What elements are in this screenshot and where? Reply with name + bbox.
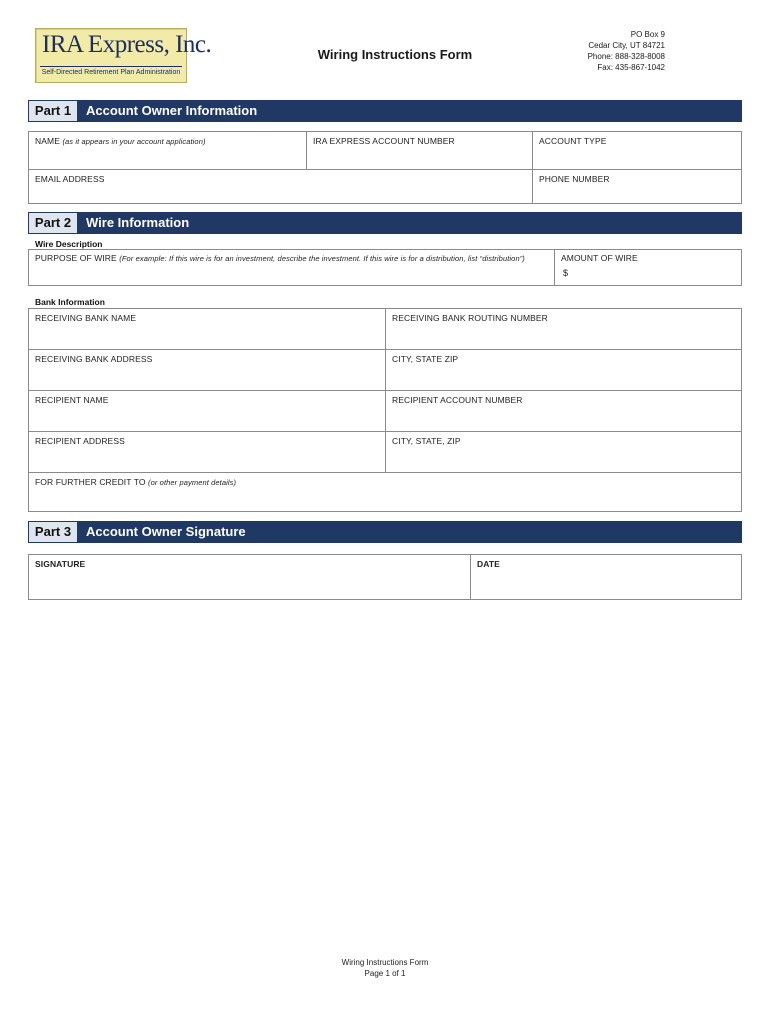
recipient-city-state-zip-field[interactable] (385, 431, 742, 473)
part3-title: Account Owner Signature (86, 524, 246, 539)
recipient-name-field[interactable] (28, 390, 386, 432)
name-label: NAME (35, 136, 60, 146)
logo-wordmark: IRA Express, Inc. (42, 31, 212, 58)
email-label: EMAIL ADDRESS (35, 174, 105, 184)
address-line: Phone: 888-328-8008 (587, 52, 665, 61)
purpose-label-group (35, 253, 525, 263)
address-line: Cedar City, UT 84721 (588, 41, 665, 50)
company-logo (35, 28, 212, 83)
company-address (588, 29, 665, 73)
routing-number-label: RECEIVING BANK ROUTING NUMBER (392, 313, 548, 323)
phone-label: PHONE NUMBER (539, 174, 610, 184)
name-field[interactable] (28, 131, 307, 170)
recipient-address-label: RECIPIENT ADDRESS (35, 436, 125, 446)
routing-number-field[interactable] (385, 308, 742, 350)
bank-address-field[interactable] (28, 349, 386, 391)
recipient-name-label: RECIPIENT NAME (35, 395, 109, 405)
name-hint: (as it appears in your account application) (62, 137, 206, 146)
amount-field[interactable] (554, 249, 742, 286)
signature-field[interactable] (28, 554, 471, 600)
bank-address-label: RECEIVING BANK ADDRESS (35, 354, 153, 364)
footer-page-number: Page 1 of 1 (364, 969, 406, 978)
part1-title: Account Owner Information (86, 103, 258, 118)
bank-city-label: CITY, STATE ZIP (392, 354, 459, 364)
receiving-bank-name-field[interactable] (28, 308, 386, 350)
recipient-address-field[interactable] (28, 431, 386, 473)
further-credit-label: FOR FURTHER CREDIT TO (35, 477, 146, 487)
name-label-group (35, 136, 206, 146)
page-footer (285, 957, 485, 979)
logo-tagline: Self-Directed Retirement Plan Administration (40, 66, 182, 78)
account-number-label: IRA EXPRESS ACCOUNT NUMBER (313, 136, 455, 146)
part1-number: Part 1 (29, 101, 77, 121)
bank-city-state-zip-field[interactable] (385, 349, 742, 391)
purpose-hint: (For example: If this wire is for an investment, describe the investment. If this wire is for a distribution, list “distribution”) (119, 254, 525, 263)
address-line: PO Box 9 (630, 30, 665, 39)
further-credit-label-group (35, 477, 236, 487)
part2-number: Part 2 (29, 213, 77, 233)
recipient-city-label: CITY, STATE, ZIP (392, 436, 461, 446)
purpose-label: PURPOSE OF WIRE (35, 253, 117, 263)
part1-header (28, 100, 742, 122)
part2-header (28, 212, 742, 234)
recipient-account-label: RECIPIENT ACCOUNT NUMBER (392, 395, 523, 405)
signature-label: SIGNATURE (35, 559, 86, 569)
account-type-field[interactable] (532, 131, 742, 170)
amount-label: AMOUNT OF WIRE (561, 253, 638, 263)
address-line: Fax: 435-867-1042 (597, 63, 665, 72)
further-credit-hint: (or other payment details) (148, 478, 237, 487)
part3-number: Part 3 (29, 522, 77, 542)
form-title: Wiring Instructions Form (317, 47, 473, 62)
date-field[interactable] (470, 554, 742, 600)
receiving-bank-name-label: RECEIVING BANK NAME (35, 313, 137, 323)
phone-field[interactable] (532, 169, 742, 204)
purpose-field[interactable] (28, 249, 555, 286)
part3-header (28, 521, 742, 543)
wire-description-heading: Wire Description (35, 239, 103, 249)
dollar-sign: $ (563, 268, 569, 278)
account-type-label: ACCOUNT TYPE (539, 136, 607, 146)
recipient-account-field[interactable] (385, 390, 742, 432)
email-field[interactable] (28, 169, 533, 204)
date-label: DATE (477, 559, 500, 569)
bank-information-heading: Bank Information (35, 297, 105, 307)
further-credit-field[interactable] (28, 472, 742, 512)
account-number-field[interactable] (306, 131, 533, 170)
part2-title: Wire Information (86, 215, 190, 230)
footer-form-name: Wiring Instructions Form (341, 958, 429, 967)
